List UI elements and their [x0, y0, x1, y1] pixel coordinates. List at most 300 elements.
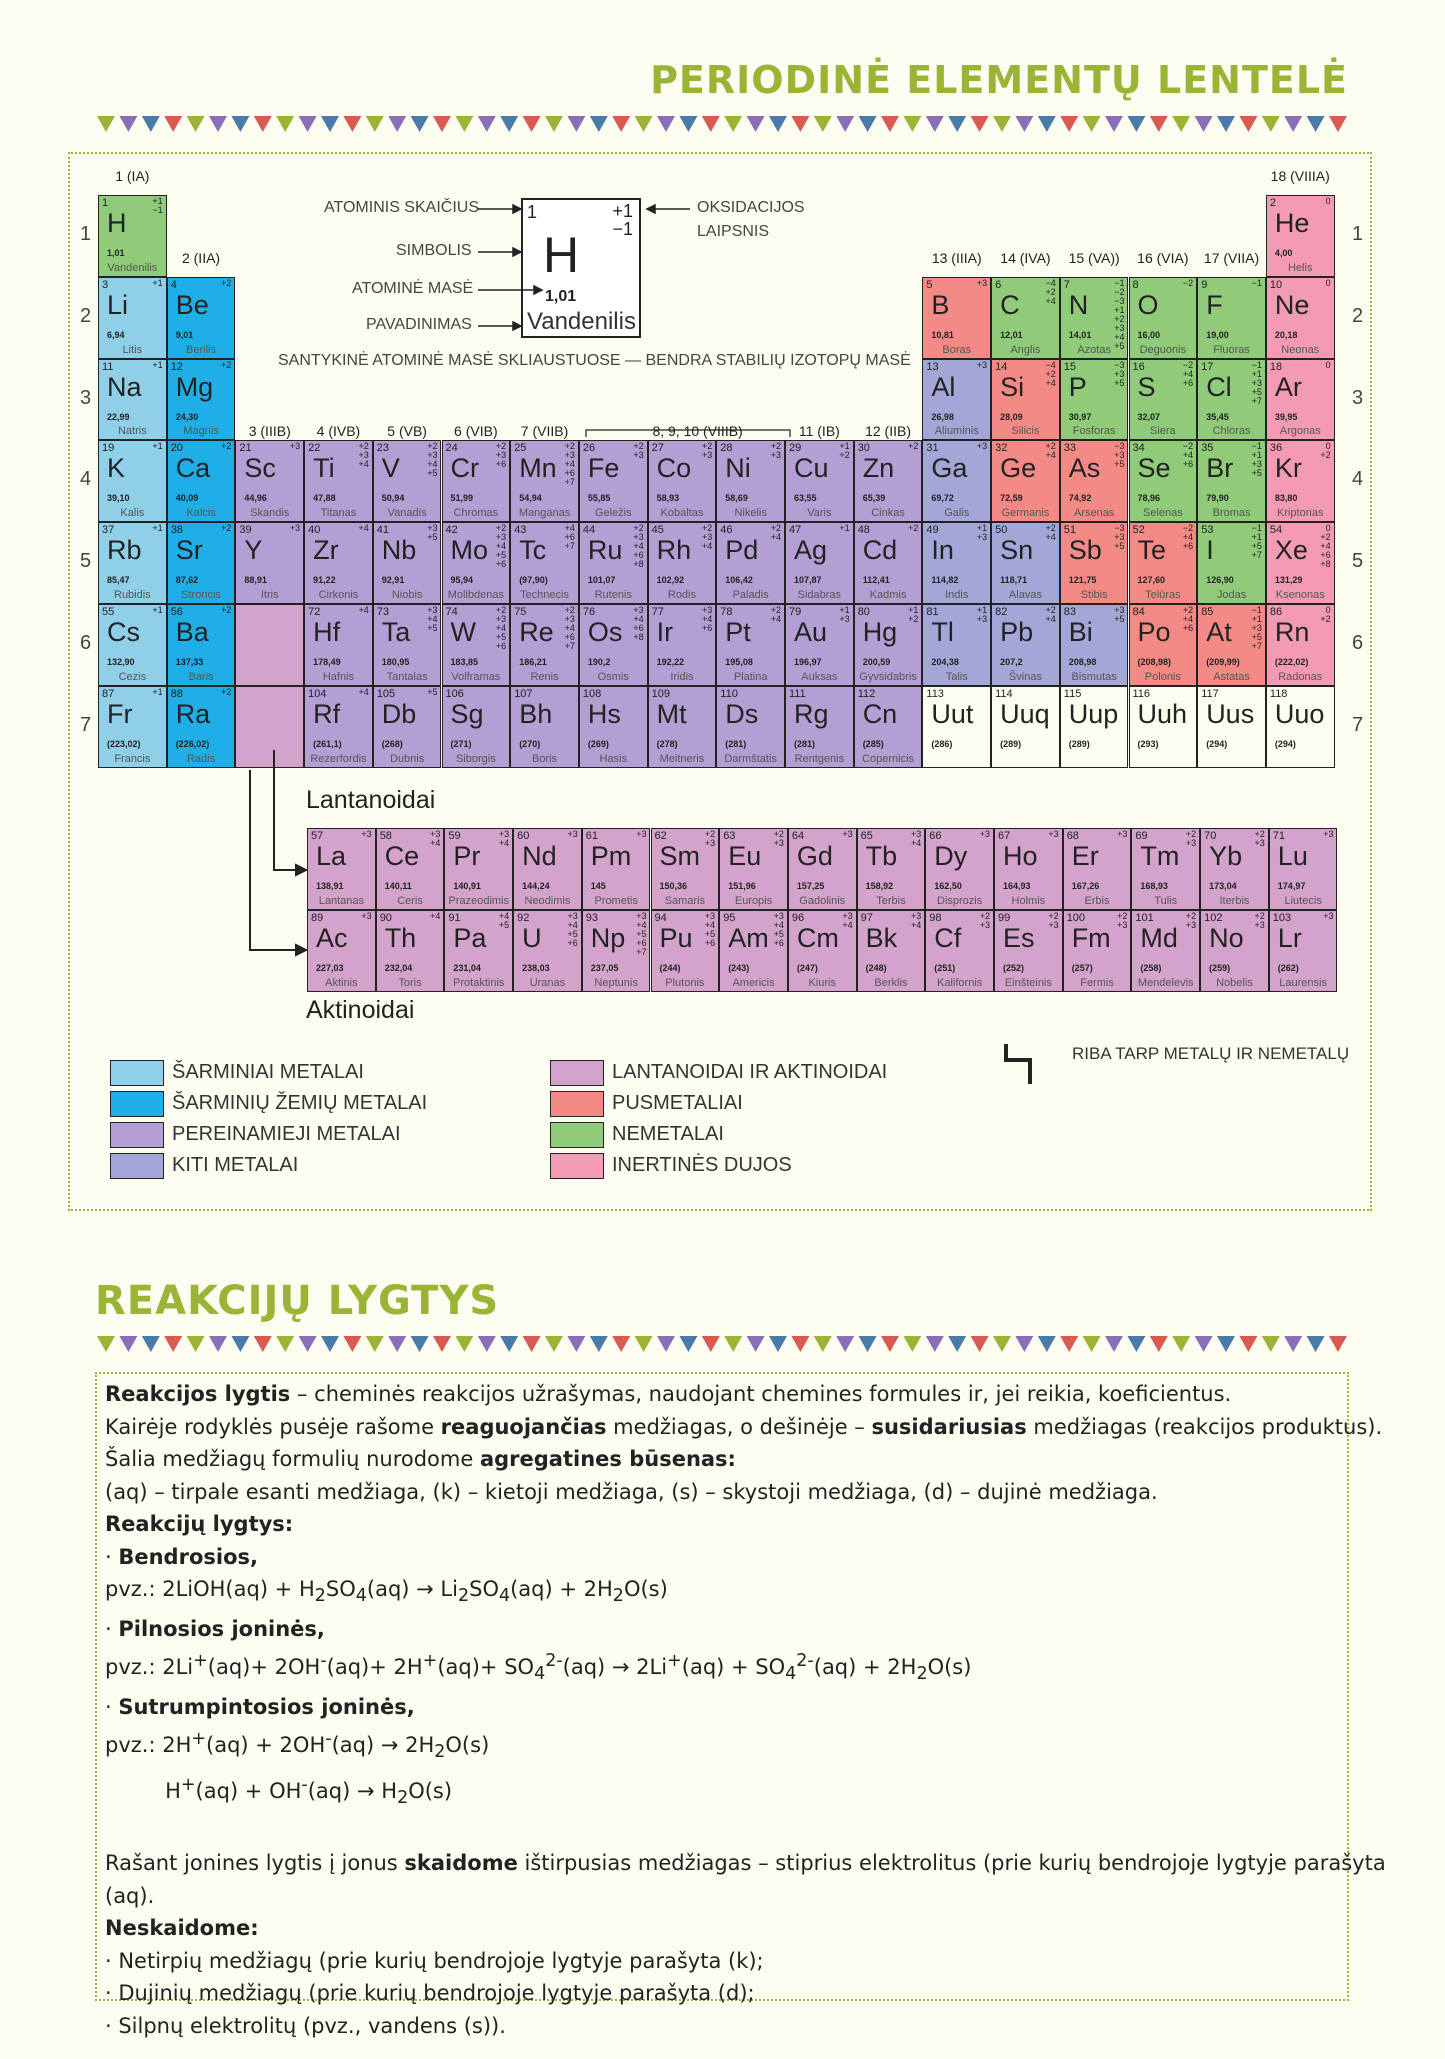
- atomic-mass: (269): [587, 738, 609, 749]
- element-symbol: Ce: [384, 841, 420, 871]
- element-name: Stroncis: [181, 588, 221, 601]
- element-symbol: O: [1137, 289, 1159, 320]
- atomic-number: 11: [102, 360, 114, 373]
- element-mt: [648, 686, 717, 768]
- element-name: Tulis: [1154, 894, 1178, 907]
- element-name: Nobelis: [1216, 976, 1253, 989]
- element-symbol: Bi: [1068, 617, 1093, 647]
- element-te: [1129, 522, 1198, 604]
- atomic-mass: 91,22: [313, 575, 336, 586]
- element-fm: [1063, 910, 1132, 992]
- element-hs: [579, 686, 648, 768]
- legend-label: KITI METALAI: [172, 1154, 299, 1176]
- element-symbol: Os: [587, 617, 623, 647]
- oxidation-states: +2 +3: [704, 829, 716, 848]
- oxidation-states: +2 +3: [1185, 911, 1197, 930]
- legend-label: ŠARMINIŲ ŽEMIŲ METALAI: [172, 1092, 428, 1114]
- oxidation-states: +2 +3 +4 +5: [427, 441, 438, 479]
- atomic-number: 112: [857, 687, 876, 700]
- element-symbol: Sg: [450, 698, 484, 729]
- atomic-mass: 30,97: [1068, 411, 1092, 422]
- atomic-mass: 65,39: [862, 493, 886, 504]
- element-name: Samaris: [664, 894, 706, 907]
- element-symbol: Mg: [175, 371, 214, 402]
- oxidation-states: −1 +1 +3 +5: [1251, 441, 1262, 479]
- element-symbol: Th: [384, 923, 417, 953]
- element-sr: [167, 522, 236, 604]
- oxidation-states: +1: [839, 523, 850, 534]
- atomic-mass: 24,30: [175, 411, 199, 422]
- oxidation-states: +3 +4: [430, 829, 441, 848]
- atomic-number: 78: [720, 606, 733, 618]
- element-symbol: Uut: [931, 698, 974, 729]
- atomic-number: 60: [517, 830, 530, 842]
- atomic-mass: 162,50: [934, 881, 962, 891]
- oxidation-states: +2 +3 +4: [358, 441, 369, 470]
- atomic-mass: 22,99: [107, 411, 130, 422]
- atomic-mass: 58,69: [725, 493, 748, 504]
- element-ho: [994, 828, 1063, 910]
- element-symbol: Pd: [725, 535, 759, 566]
- atomic-number: 113: [926, 687, 944, 700]
- reaction-text-line: · Pilnosios joninės,: [105, 1616, 325, 1641]
- element-name: Kalifornis: [937, 976, 983, 989]
- atomic-mass: (289): [1068, 738, 1090, 749]
- element-symbol: H: [107, 208, 127, 238]
- oxidation-states: +1 +3: [976, 605, 988, 624]
- reactions-text: [105, 1378, 1386, 2042]
- atomic-number: 17: [1201, 360, 1214, 373]
- oxidation-states: +1: [152, 686, 163, 697]
- atomic-number: 4: [170, 278, 177, 291]
- period-label: 3: [80, 386, 92, 409]
- element-c: [991, 277, 1060, 359]
- element-name: Kriptonas: [1276, 507, 1324, 520]
- element-name: Molibdenas: [447, 588, 504, 601]
- element-name: Technecis: [520, 588, 569, 601]
- element-b: [922, 277, 991, 359]
- atomic-number: 76: [582, 606, 596, 618]
- atomic-mass: (208,98): [1137, 657, 1172, 667]
- element-name: Litis: [122, 343, 143, 356]
- element-co: [648, 440, 717, 522]
- atomic-number: 64: [791, 830, 805, 842]
- element-symbol: Zn: [862, 453, 895, 484]
- atomic-number: 86: [1269, 606, 1283, 618]
- element-name: Copernicis: [862, 752, 915, 765]
- element-name: Rubidis: [114, 588, 151, 601]
- element-symbol: B: [931, 289, 950, 320]
- element-po: [1129, 604, 1198, 686]
- element-name: Anglis: [1010, 343, 1041, 356]
- atomic-mass: 114,82: [931, 575, 959, 586]
- element-symbol: In: [931, 535, 954, 566]
- element-symbol: Uuq: [1000, 698, 1050, 729]
- atomic-number: 115: [1063, 687, 1082, 700]
- oxidation-states: +2 +3 +4 +5 +6: [495, 523, 507, 570]
- atomic-mass: 69,72: [931, 493, 954, 504]
- element-ge: [991, 440, 1060, 522]
- atomic-mass: 32,07: [1137, 411, 1161, 422]
- oxidation-states: +2 +3 +6: [495, 441, 507, 470]
- element-name: Kadmis: [869, 588, 907, 601]
- atomic-mass: 174,97: [1277, 881, 1306, 891]
- element-symbol: Zr: [313, 535, 339, 566]
- element-symbol: Pr: [453, 841, 481, 871]
- element-symbol: Ga: [931, 453, 968, 484]
- element-nd: [513, 828, 582, 910]
- element-yb: [1200, 828, 1269, 910]
- element-name: Cinkas: [871, 507, 905, 520]
- element-pm: [582, 828, 651, 910]
- element-name: Švinas: [1008, 670, 1042, 683]
- element-xe: [1266, 522, 1335, 604]
- atomic-number: 77: [651, 606, 664, 618]
- oxidation-states: +3 +4: [498, 829, 510, 848]
- key-symbol-label: SIMBOLIS: [396, 242, 472, 259]
- reaction-text-line: · Netirpių medžiagų (prie kurių bendrojoje lygtyje parašyta (k);: [105, 1948, 764, 1973]
- element-name: Deguonis: [1139, 343, 1187, 356]
- key-sample-name: Vandenilis: [527, 308, 636, 335]
- element-symbol: Sn: [1000, 535, 1034, 566]
- element-name: Auksas: [801, 670, 838, 683]
- element-sn: [991, 522, 1060, 604]
- atomic-mass: 231,04: [453, 963, 481, 973]
- element-br: [1197, 440, 1266, 522]
- element-ga: [922, 440, 991, 522]
- oxidation-states: +3 +4: [842, 911, 853, 930]
- atomic-mass: 127,60: [1137, 575, 1166, 586]
- oxidation-states: +1: [152, 523, 163, 534]
- oxidation-states: +4 +6 +7: [564, 523, 575, 552]
- oxidation-states: +3 +5: [427, 523, 438, 543]
- element-uut: [922, 686, 991, 768]
- element-name: Niobis: [391, 588, 423, 601]
- group-label: 5 (VB): [387, 423, 427, 439]
- element-name: Chloras: [1212, 425, 1251, 438]
- element-ta: [373, 604, 442, 686]
- reaction-text-line: Rašant jonines lygtis į jonus skaidome ištirpusias medžiagas – stiprius elektrolitus (prie kurių bendrojoje lygtyje parašyta: [105, 1851, 1386, 1876]
- element-mg: [167, 359, 236, 441]
- element-symbol: Sc: [244, 453, 276, 484]
- element-symbol: La: [316, 841, 347, 871]
- element-symbol: Ne: [1274, 289, 1310, 320]
- group-label: 3 (IIIB): [248, 423, 291, 439]
- key-atomic-number-label: ATOMINIS SKAIČIUS: [324, 199, 479, 216]
- atomic-number: 106: [445, 687, 464, 700]
- element-symbol: Md: [1140, 923, 1178, 953]
- oxidation-states: +2 +4: [770, 523, 781, 543]
- atomic-number: 37: [102, 524, 115, 537]
- oxidation-states: +4 +5: [498, 911, 510, 930]
- atomic-mass: 39,10: [107, 493, 130, 504]
- oxidation-states: +2 +4: [1045, 523, 1056, 543]
- atomic-mass: 95,94: [450, 575, 474, 586]
- element-name: Radis: [186, 752, 216, 765]
- oxidation-states: +3: [1323, 829, 1334, 839]
- oxidation-states: +4: [358, 523, 369, 534]
- atomic-number: 93: [585, 912, 599, 924]
- group-label: 16 (VIA): [1137, 250, 1189, 266]
- atomic-number: 54: [1269, 524, 1283, 537]
- legend-swatch: [110, 1091, 164, 1117]
- element-name: Talis: [945, 670, 968, 683]
- element-am: [719, 910, 788, 992]
- atomic-mass: (223,02): [107, 738, 141, 749]
- element-zr: [304, 522, 373, 604]
- atomic-number: 80: [857, 606, 870, 618]
- key-sample-cell: [521, 198, 641, 338]
- element-symbol: Rg: [794, 698, 829, 729]
- element-pb: [991, 604, 1060, 686]
- atomic-number: 26: [582, 442, 596, 455]
- periodic-table-title: PERIODINĖ ELEMENTŲ LENTELĖ: [650, 58, 1348, 102]
- element-symbol: Br: [1206, 453, 1234, 484]
- element-symbol: Y: [244, 535, 263, 566]
- element-symbol: Fm: [1071, 923, 1111, 953]
- element-symbol: Cr: [450, 453, 479, 484]
- atomic-mass: 58,93: [656, 493, 680, 504]
- atomic-number: 41: [376, 524, 390, 537]
- element-name: Telūras: [1145, 588, 1181, 601]
- element-name: Berilis: [186, 343, 216, 356]
- atomic-mass: 12,01: [1000, 329, 1023, 340]
- element-eu: [719, 828, 788, 910]
- decorative-zigzag-border: [95, 1333, 1350, 1355]
- legend-swatch: [110, 1153, 164, 1179]
- element-name: Siera: [1150, 425, 1176, 438]
- element-name: Nikelis: [734, 507, 767, 520]
- oxidation-states: +4: [358, 605, 369, 615]
- element-name: Gadolinis: [799, 894, 846, 907]
- period-label: 6: [80, 632, 92, 654]
- atomic-number: 58: [379, 830, 392, 842]
- element-name: Argonas: [1279, 425, 1321, 438]
- element-uuq: [991, 686, 1060, 768]
- oxidation-states: −2 +4 +6: [1182, 441, 1194, 470]
- element-symbol: No: [1209, 923, 1244, 953]
- atomic-mass: 132,90: [107, 657, 135, 667]
- atomic-mass: (259): [1209, 963, 1231, 973]
- element-ce: [376, 828, 445, 910]
- key-mass-label: ATOMINĖ MASĖ: [352, 280, 474, 297]
- element-symbol: Sm: [659, 841, 700, 871]
- atomic-number: 88: [170, 687, 183, 700]
- atomic-number: 102: [1204, 912, 1223, 924]
- atomic-mass: 190,2: [587, 657, 611, 667]
- oxidation-states: +2: [221, 277, 232, 288]
- atomic-mass: 137,33: [175, 657, 204, 667]
- atomic-number: 74: [445, 606, 458, 618]
- element-as: [1060, 440, 1129, 522]
- atomic-number: 109: [651, 687, 670, 700]
- oxidation-states: +2 +3: [773, 829, 784, 848]
- period-label: 5: [1352, 550, 1364, 573]
- oxidation-states: +3: [1048, 829, 1059, 839]
- atomic-number: 22: [308, 442, 321, 455]
- atomic-number: 16: [1132, 360, 1145, 373]
- element-symbol: Ta: [381, 617, 411, 647]
- atomic-mass: 6,94: [107, 329, 125, 340]
- atomic-mass: 138,91: [316, 881, 344, 891]
- element-pt: [716, 604, 785, 686]
- oxidation-states: −2 +4 +6: [1182, 359, 1194, 388]
- element-md: [1131, 910, 1200, 992]
- element-symbol: Fr: [107, 698, 133, 729]
- atomic-mass: 164,93: [1003, 881, 1031, 891]
- oxidation-states: +3: [289, 523, 301, 534]
- element-pu: [651, 910, 720, 992]
- element-pa: [444, 910, 513, 992]
- oxidation-states: +2 +4: [1045, 441, 1056, 461]
- element-name: Sidabras: [797, 588, 842, 601]
- atomic-mass: 178,49: [313, 657, 341, 667]
- element-name: Kobaltas: [660, 507, 704, 520]
- reaction-text-line: Neskaidome:: [105, 1916, 259, 1941]
- element-rg: [785, 686, 854, 768]
- element-symbol: As: [1068, 453, 1101, 484]
- element-name: Tantalas: [386, 670, 428, 683]
- reactions-title: REAKCIJŲ LYGTYS: [95, 1278, 500, 1324]
- element-symbol: Hs: [587, 698, 621, 729]
- oxidation-states: +2 +3: [770, 441, 781, 461]
- oxidation-states: −1 +1 +3 +5 +7: [1251, 359, 1262, 406]
- atomic-mass: 78,96: [1137, 493, 1161, 504]
- element-w: [442, 604, 511, 686]
- atomic-number: 62: [654, 830, 667, 842]
- element-symbol: Ca: [175, 453, 211, 484]
- legend-swatch: [550, 1122, 604, 1148]
- atomic-number: 9: [1201, 278, 1208, 291]
- element-cd: [854, 522, 923, 604]
- atomic-mass: 14,01: [1068, 329, 1092, 340]
- atomic-mass: 106,42: [725, 575, 753, 586]
- element-name: Jodas: [1216, 588, 1247, 601]
- oxidation-states: +2 +3 +4 +6 +7: [564, 441, 575, 488]
- atomic-number: 2: [1269, 197, 1277, 209]
- element-symbol: Uuo: [1274, 698, 1325, 729]
- oxidation-states: +3 +4: [911, 911, 922, 930]
- oxidation-states: +3: [842, 829, 853, 839]
- element-name: Rutenis: [594, 588, 632, 601]
- atomic-number: 32: [995, 442, 1008, 455]
- element-name: Meitneris: [659, 752, 705, 765]
- element-symbol: Bh: [519, 698, 553, 729]
- element-h: [98, 195, 167, 277]
- atomic-mass: 183,85: [450, 657, 479, 667]
- period-label: 1: [80, 223, 92, 245]
- element-se: [1129, 440, 1198, 522]
- atomic-number: 40: [308, 524, 321, 537]
- element-rf: [304, 686, 373, 768]
- element-np: [582, 910, 651, 992]
- oxidation-states: +1 +2: [839, 441, 850, 461]
- element-name: Manganas: [518, 507, 571, 520]
- element-sm: [651, 828, 720, 910]
- oxidation-states: −3 +3 +5: [1114, 523, 1125, 552]
- element-bh: [510, 686, 579, 768]
- element-symbol: Eu: [728, 841, 762, 871]
- decorative-zigzag-border: [95, 113, 1350, 135]
- atomic-number: 83: [1063, 606, 1077, 618]
- group-label: 6 (VIB): [454, 423, 498, 439]
- oxidation-states: +2: [221, 686, 232, 697]
- element-name: Neodimis: [524, 894, 571, 907]
- atomic-number: 82: [995, 606, 1008, 618]
- oxidation-states: +3: [976, 441, 988, 452]
- element-name: Silicis: [1011, 425, 1040, 438]
- group-label: 1 (IA): [115, 168, 150, 184]
- reaction-text-line: Reakcijų lygtys:: [105, 1512, 294, 1536]
- oxidation-states: +2 +3: [1048, 911, 1059, 930]
- element-cm: [788, 910, 857, 992]
- element-tb: [857, 828, 926, 910]
- element-symbol: V: [381, 453, 400, 484]
- element-at: [1197, 604, 1266, 686]
- element-name: Francis: [114, 752, 151, 765]
- element-symbol: Ti: [313, 453, 335, 484]
- atomic-number: 79: [789, 606, 802, 618]
- element-tm: [1131, 828, 1200, 910]
- element-symbol: Mt: [656, 698, 687, 729]
- atomic-number: 61: [585, 830, 599, 842]
- element-s: [1129, 359, 1198, 441]
- element-nb: [373, 522, 442, 604]
- oxidation-states: +3 +4 +5 +6: [567, 911, 578, 948]
- element-symbol: Uuh: [1137, 698, 1188, 729]
- atomic-mass: (251): [934, 963, 956, 973]
- element-sg: [442, 686, 511, 768]
- element-name: Liutecis: [1284, 894, 1322, 907]
- element-name: Magnis: [183, 425, 219, 438]
- oxidation-states: +2: [221, 605, 232, 615]
- element-symbol: Ir: [656, 617, 674, 647]
- element-gd: [788, 828, 857, 910]
- element-name: Erbis: [1084, 894, 1110, 907]
- element-name: Prazeodimis: [448, 894, 509, 907]
- period-label: 4: [1352, 468, 1364, 491]
- atomic-number: 65: [860, 830, 873, 842]
- element-symbol: Er: [1071, 841, 1099, 871]
- atomic-number: 44: [582, 524, 596, 537]
- atomic-number: 117: [1201, 687, 1219, 700]
- element-symbol: U: [522, 923, 542, 953]
- element-no: [1200, 910, 1269, 992]
- atomic-mass: 157,25: [796, 881, 825, 891]
- atomic-mass: (226,02): [175, 738, 210, 749]
- legend-swatch: [550, 1153, 604, 1179]
- element-sb: [1060, 522, 1129, 604]
- reaction-text-line: $H^+(aq) + OH^-(aq) \to H_2O(s)$: [105, 1775, 453, 1809]
- element-symbol: Pu: [659, 923, 693, 953]
- atomic-number: 18: [1269, 360, 1283, 373]
- element-name: Titanas: [320, 507, 357, 520]
- atomic-number: 104: [308, 687, 327, 700]
- atomic-mass: 102,92: [656, 575, 685, 586]
- period-label: 7: [1352, 713, 1364, 736]
- atomic-mass: 10,81: [931, 329, 954, 340]
- oxidation-states: +2 +3: [1185, 829, 1197, 848]
- element-name: Astatas: [1213, 670, 1250, 683]
- element-symbol: Dy: [934, 841, 968, 871]
- element-symbol: At: [1206, 617, 1232, 647]
- atomic-mass: (286): [931, 738, 953, 749]
- atomic-mass: 121,75: [1068, 575, 1097, 586]
- oxidation-states: +2 +3: [1254, 829, 1265, 848]
- oxidation-states: +2 +3: [702, 441, 713, 461]
- element-symbol: Cs: [107, 617, 140, 647]
- key-sample-z: 1: [527, 202, 538, 222]
